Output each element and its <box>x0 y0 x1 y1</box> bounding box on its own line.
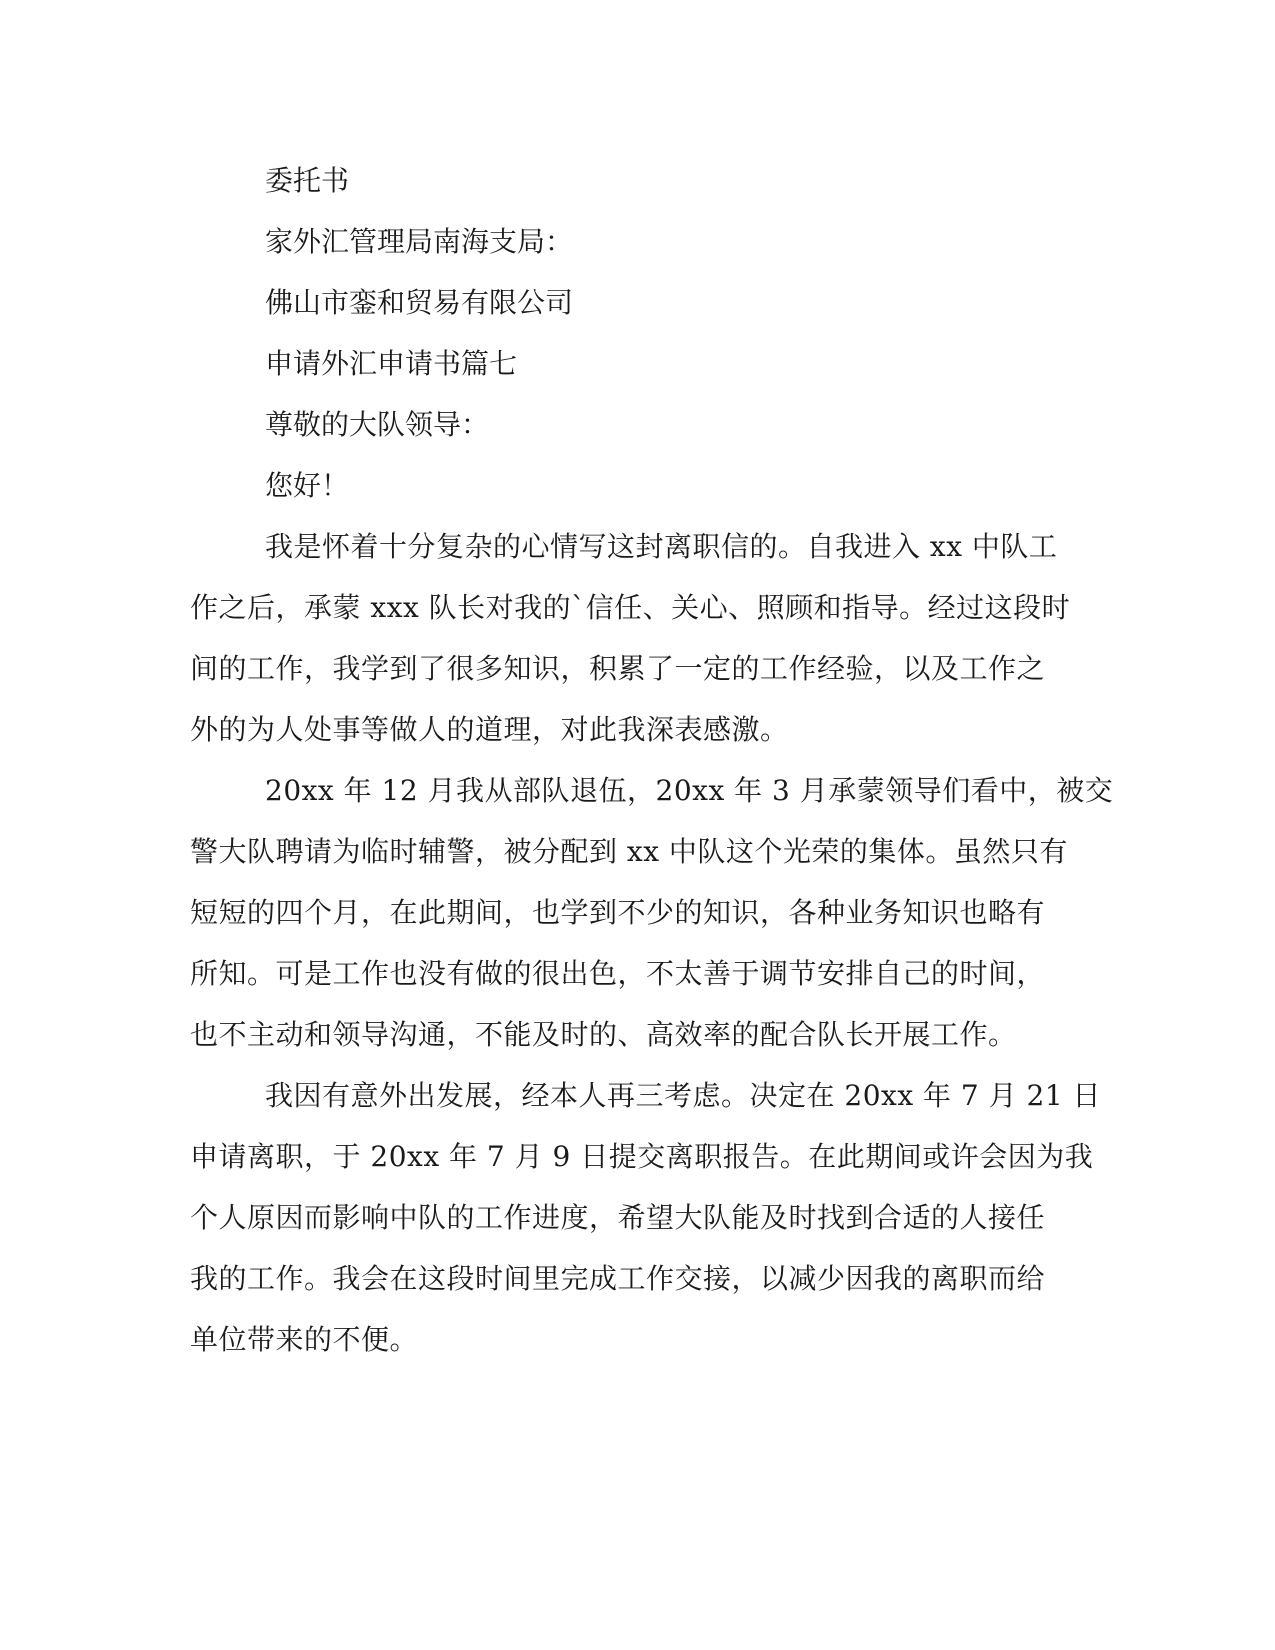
greeting: 您好！ <box>265 469 350 502</box>
paragraph-line: 间的工作，我学到了很多知识，积累了一定的工作经验，以及工作之 <box>190 652 1046 685</box>
paragraph-line: 作之后，承蒙 xxx 队长对我的`信任、关心、照顾和指导。经过这段时 <box>190 591 1071 624</box>
paragraph-line: 短短的四个月，在此期间，也学到不少的知识，各种业务知识也略有 <box>190 896 1046 929</box>
section-heading: 申请外汇申请书篇七 <box>265 347 518 380</box>
paragraph-line: 警大队聘请为临时辅警，被分配到 xx 中队这个光荣的集体。虽然只有 <box>190 835 1068 868</box>
paragraph-line: 所知。可是工作也没有做的很出色，不太善于调节安排自己的时间， <box>190 957 1046 990</box>
document-page <box>190 150 1114 1370</box>
paragraph-line: 我因有意外出发展，经本人再三考虑。决定在 20xx 年 7 月 21 日 <box>265 1079 1102 1112</box>
salutation: 尊敬的大队领导： <box>265 408 490 441</box>
addressee-line: 家外汇管理局南海支局： <box>265 225 574 258</box>
paragraph-line: 个人原因而影响中队的工作进度，希望大队能及时找到合适的人接任 <box>190 1201 1046 1234</box>
paragraph-3 <box>190 1065 1102 1370</box>
paragraph-line: 20xx 年 12 月我从部队退伍，20xx 年 3 月承蒙领导们看中，被交 <box>265 774 1114 807</box>
paragraph-2 <box>190 760 1114 1065</box>
paragraph-line: 也不主动和领导沟通，不能及时的、高效率的配合队长开展工作。 <box>190 1018 1017 1051</box>
paragraph-line: 单位带来的不便。 <box>190 1323 419 1356</box>
paragraph-1 <box>190 516 1075 760</box>
paragraph-line: 外的为人处事等做人的道理，对此我深表感激。 <box>190 713 789 746</box>
paragraph-line: 我的工作。我会在这段时间里完成工作交接，以减少因我的离职而给 <box>190 1262 1046 1295</box>
paragraph-line: 申请离职，于 20xx 年 7 月 9 日提交离职报告。在此期间或许会因为我 <box>190 1140 1094 1173</box>
company-name: 佛山市銮和贸易有限公司 <box>265 286 574 319</box>
document-title: 委托书 <box>265 164 350 197</box>
paragraph-line: 我是怀着十分复杂的心情写这封离职信的。自我进入 xx 中队工 <box>265 530 1058 563</box>
